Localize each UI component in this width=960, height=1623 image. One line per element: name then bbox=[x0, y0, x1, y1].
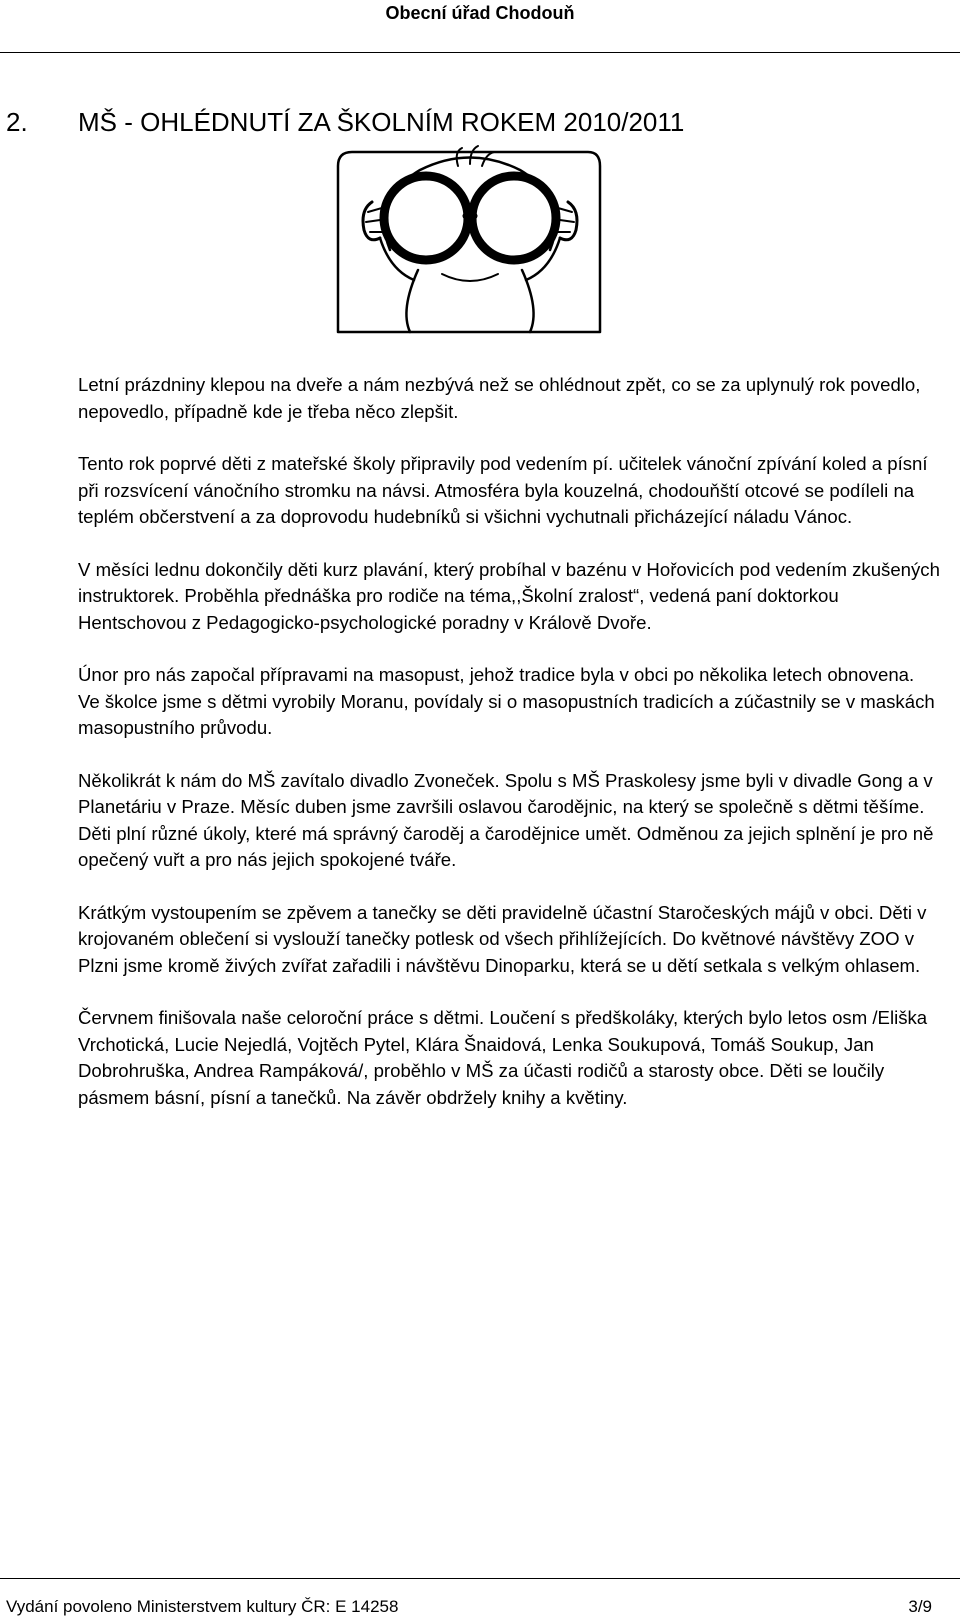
child-with-glasses-cartoon-icon bbox=[330, 140, 610, 342]
paragraph: Letní prázdniny klepou na dveře a nám nezbývá než se ohlédnout zpět, co se za uplynulý rok povedlo, nepovedlo, případně kde je třeba něco zlepšit. bbox=[78, 374, 921, 422]
footer-publication-note: Vydání povoleno Ministerstvem kultury ČR: E 14258 bbox=[6, 1597, 399, 1616]
paragraph: Krátkým vystoupením se zpěvem a tanečky se děti pravidelně účastní Staročeských májů v obci. Děti v krojovaném oblečení si vyslouží tanečky potlesk od všech přihlížejících. Do květnové návštěvy ZOO v Plzni jsme kromě živých zvířat zařadili i návštěvu Dinoparku, která se u dětí setkala s velkým ohlasem. bbox=[78, 901, 927, 976]
section-number: 2. bbox=[6, 107, 28, 137]
page-footer bbox=[0, 1578, 960, 1623]
header-title: Obecní úřad Chodouň bbox=[385, 3, 575, 23]
paragraph: Několikrát k nám do MŠ zavítalo divadlo Zvoneček. Spolu s MŠ Praskolesy jsme byli v divadle Gong a v Planetáriu v Praze. Měsíc duben jsme završili oslavou čarodějnic, na který se společně s dětmi těšíme. Děti plní různé úkoly, které má správný čaroděj a čarodějnice umět. Odměnou za jejich splnění je pro ně opečený vuřt a pro nás jejich spokojené tváře. bbox=[78, 769, 934, 870]
paragraph: Únor pro nás započal přípravami na masopust, jehož tradice byla v obci po několika letech obnovena. Ve školce jsme s dětmi vyrobily Moranu, povídaly si o masopustních tradicích a zúčastnily se v maskách masopustního průvodu. bbox=[78, 664, 935, 738]
page-number: 3/9 bbox=[908, 1597, 932, 1616]
section-title: MŠ - OHLÉDNUTÍ ZA ŠKOLNÍM ROKEM 2010/2011 bbox=[78, 107, 685, 137]
article-body bbox=[78, 372, 940, 1137]
paragraph: V měsíci lednu dokončily děti kurz plavání, který probíhal v bazénu v Hořovicích pod vedením zkušených instruktorek. Proběhla přednáška pro rodiče na téma,,Školní zralost“, vedená paní doktorkou Hentschovou z Pedagogicko-psychologické poradny v Králově Dvoře. bbox=[78, 558, 940, 633]
paragraph: Tento rok poprvé děti z mateřské školy připravily pod vedením pí. učitelek vánoční zpívání koled a písní při rozsvícení vánočního stromku na návsi. Atmosféra byla kouzelná, chodouňští otcové se podíleli na teplém občerstvení a za doprovodu hudebníků si všichni vychutnali přicházející náladu Vánoc. bbox=[78, 453, 928, 527]
paragraph: Červnem finišovala naše celoroční práce s dětmi. Loučení s předškoláky, kterých bylo letos osm /Eliška Vrchotická, Lucie Nejedlá, Vojtěch Pytel, Klára Šnaidová, Lenka Soukupová, Tomáš Soukup, Jan Dobrohruška, Andrea Rampáková/, proběhlo v MŠ za účasti rodičů a starosty obce. Děti se loučily pásmem básní, písní a tanečků. Na závěr obdržely knihy a květiny. bbox=[78, 1007, 928, 1108]
page-header bbox=[0, 0, 960, 53]
